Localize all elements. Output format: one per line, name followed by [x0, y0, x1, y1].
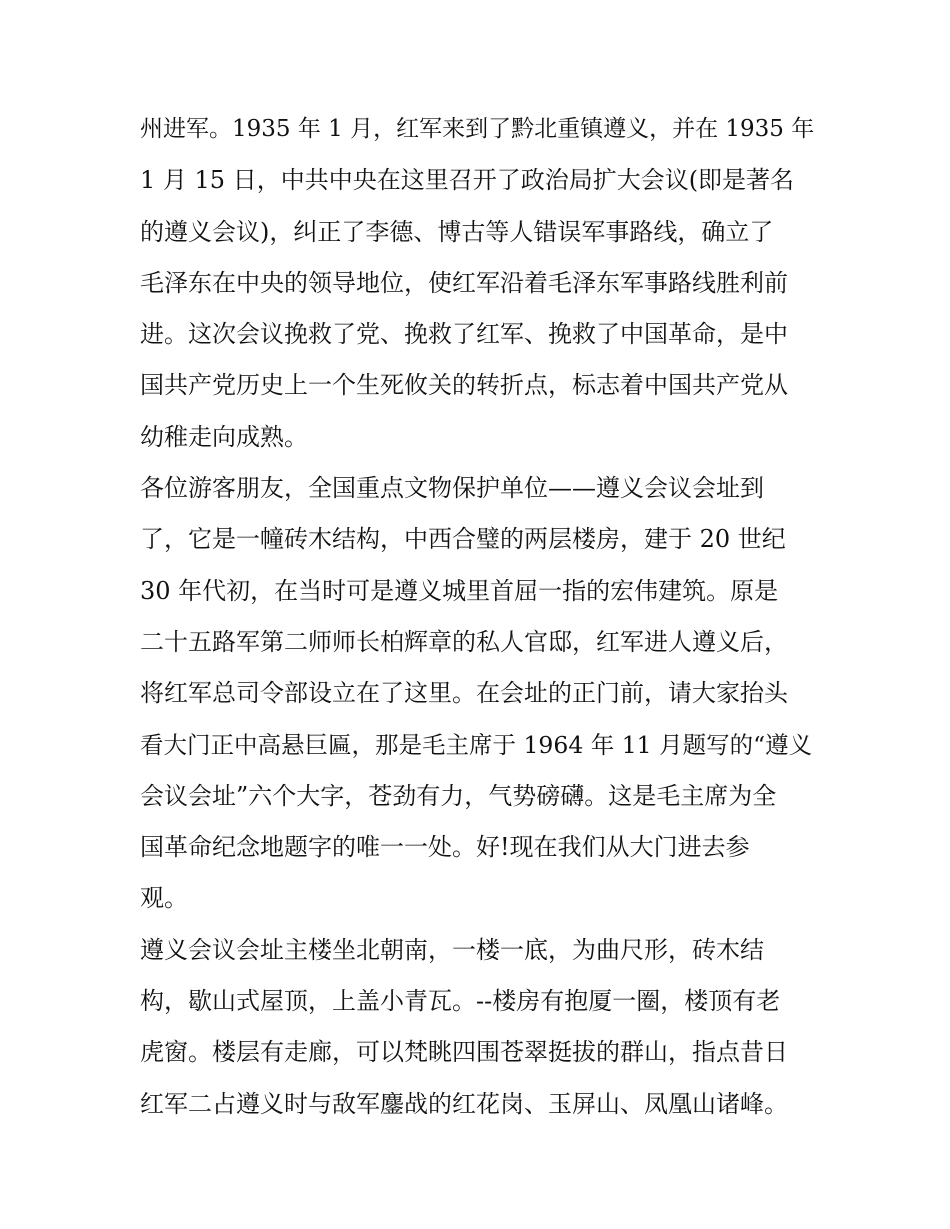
text-line: 红军二占遵义时与敌军鏖战的红花岗、玉屏山、凤凰山诸峰。: [140, 1089, 788, 1118]
text-line: 遵义会议会址主楼坐北朝南，一楼一底，为曲尺形，砖木结: [140, 935, 764, 964]
text-line: 将红军总司令部设立在了这里。在会址的正门前，请大家抬头: [140, 679, 788, 708]
text-line: 各位游客朋友，全国重点文物保护单位——遵义会议会址到: [140, 474, 764, 503]
text-line: 的遵义会议)，纠正了李德、博古等人错误军事路线，确立了: [140, 217, 774, 246]
text-line: 进。这次会议挽救了党、挽救了红军、挽救了中国革命，是中: [140, 320, 788, 349]
text-line: 二十五路军第二师师长柏辉章的私人官邸，红军进人遵义后，: [140, 627, 788, 656]
text-line: 虎窗。楼层有走廊，可以梵眺四围苍翠挺拔的群山，指点昔日: [140, 1038, 788, 1067]
text-line: 州进军。1935 年 1 月，红军来到了黔北重镇遵义，并在 1935 年: [140, 116, 815, 142]
text-line: 构，歇山式屋顶，上盖小青瓦。--楼房有抱厦一圈，楼顶有老: [140, 987, 781, 1016]
text-line: 国革命纪念地题字的唯一一处。好!现在我们从大门进去参: [140, 833, 750, 862]
text-line: 看大门正中高悬巨匾，那是毛主席于 1964 年 11 月题写的“遵义: [140, 730, 813, 759]
text-line: 1 月 15 日，中共中央在这里召开了政治局扩大会议(即是著名: [140, 166, 795, 195]
text-line: 30 年代初，在当时可是遵义城里首屈一指的宏伟建筑。原是: [140, 576, 779, 605]
text-line: 毛泽东在中央的领导地位，使红军沿着毛泽东军事路线胜利前: [140, 268, 788, 297]
text-line: 幼稚走向成熟。: [140, 422, 308, 451]
text-line: 国共产党历史上一个生死攸关的转折点，标志着中国共产党从: [140, 371, 788, 400]
body-text: [140, 104, 820, 1130]
text-line: 会议会址”六个大字，苍劲有力，气势磅礴。这是毛主席为全: [140, 781, 777, 810]
text-line: 观。: [140, 884, 188, 913]
text-line: 了，它是一幢砖木结构，中西合璧的两层楼房，建于 20 世纪: [140, 525, 786, 554]
